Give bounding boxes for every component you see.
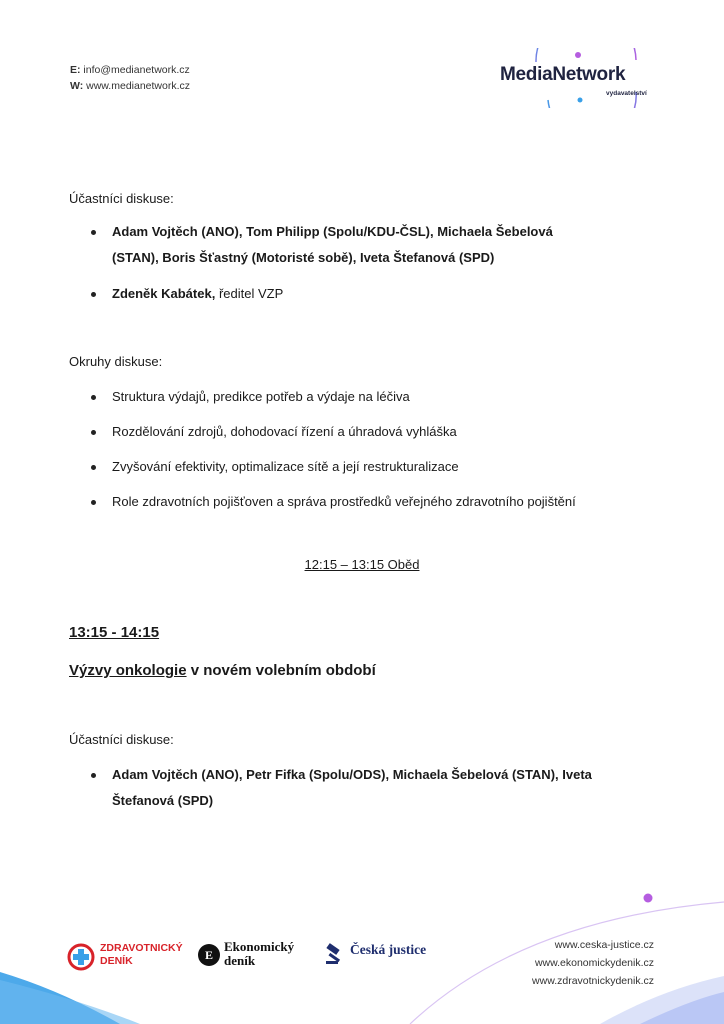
url-link[interactable]: www.ekonomickydenik.cz [534,957,654,969]
list-item: Role zdravotních pojišťoven a správa prostředků veřejného zdravotního pojištění [112,489,672,515]
footer-urls [532,936,654,990]
participants-list [112,762,672,814]
url-link[interactable]: www.zdravotnickydenik.cz [532,975,654,987]
web-link[interactable]: www.medianetwork.cz [86,80,191,92]
partner-logos [66,938,466,978]
session-time: 13:15 - 14:15 [69,624,160,641]
ekonomicky-denik-logo: E Ekonomický deník [198,938,308,974]
email-link[interactable]: info@medianetwork.cz [83,64,190,76]
session-title: Výzvy onkologie v novém volebním období [69,662,376,679]
web-line: W: www.medianetwork.cz [70,80,191,92]
e-circle-icon: E [198,944,220,966]
ceska-justice-logo: Česká justice [324,938,454,974]
medianetwork-logo [488,48,663,108]
topics-label: Okruhy diskuse: [69,354,163,369]
participants-list [112,219,672,307]
lunch-break: 12:15 – 13:15 Oběd [304,557,420,572]
topics-list [112,384,672,515]
logo-subtitle: vydavatelství [606,90,647,97]
email-line: E: info@medianetwork.cz [70,64,190,76]
url-link[interactable]: www.ceska-justice.cz [554,939,654,951]
zdravotnicky-denik-logo: ZDRAVOTNICKÝ DENÍK [66,940,186,974]
participants-label: Účastníci diskuse: [69,732,174,747]
participants-label: Účastníci diskuse: [69,191,174,206]
list-item: Struktura výdajů, predikce potřeb a výdaje na léčiva [112,384,672,410]
logo-text: MediaNetwork [500,64,626,85]
list-item: Zvyšování efektivity, optimalizace sítě a její restrukturalizace [112,454,672,480]
gavel-icon [324,942,348,966]
contact-info [70,62,190,94]
heart-plus-icon [66,942,96,972]
list-item: Adam Vojtěch (ANO), Petr Fifka (Spolu/ODS), Michaela Šebelová (STAN), Iveta Štefanová (SPD) [112,762,672,814]
list-item: Rozdělování zdrojů, dohodovací řízení a úhradová vyhláška [112,419,672,445]
list-item: Adam Vojtěch (ANO), Tom Philipp (Spolu/KDU-ČSL), Michaela Šebelová (STAN), Boris Šťastný (Motoristé sobě), Iveta Štefanová (SPD) [112,219,672,271]
list-item: Zdeněk Kabátek, ředitel VZP [112,281,672,307]
